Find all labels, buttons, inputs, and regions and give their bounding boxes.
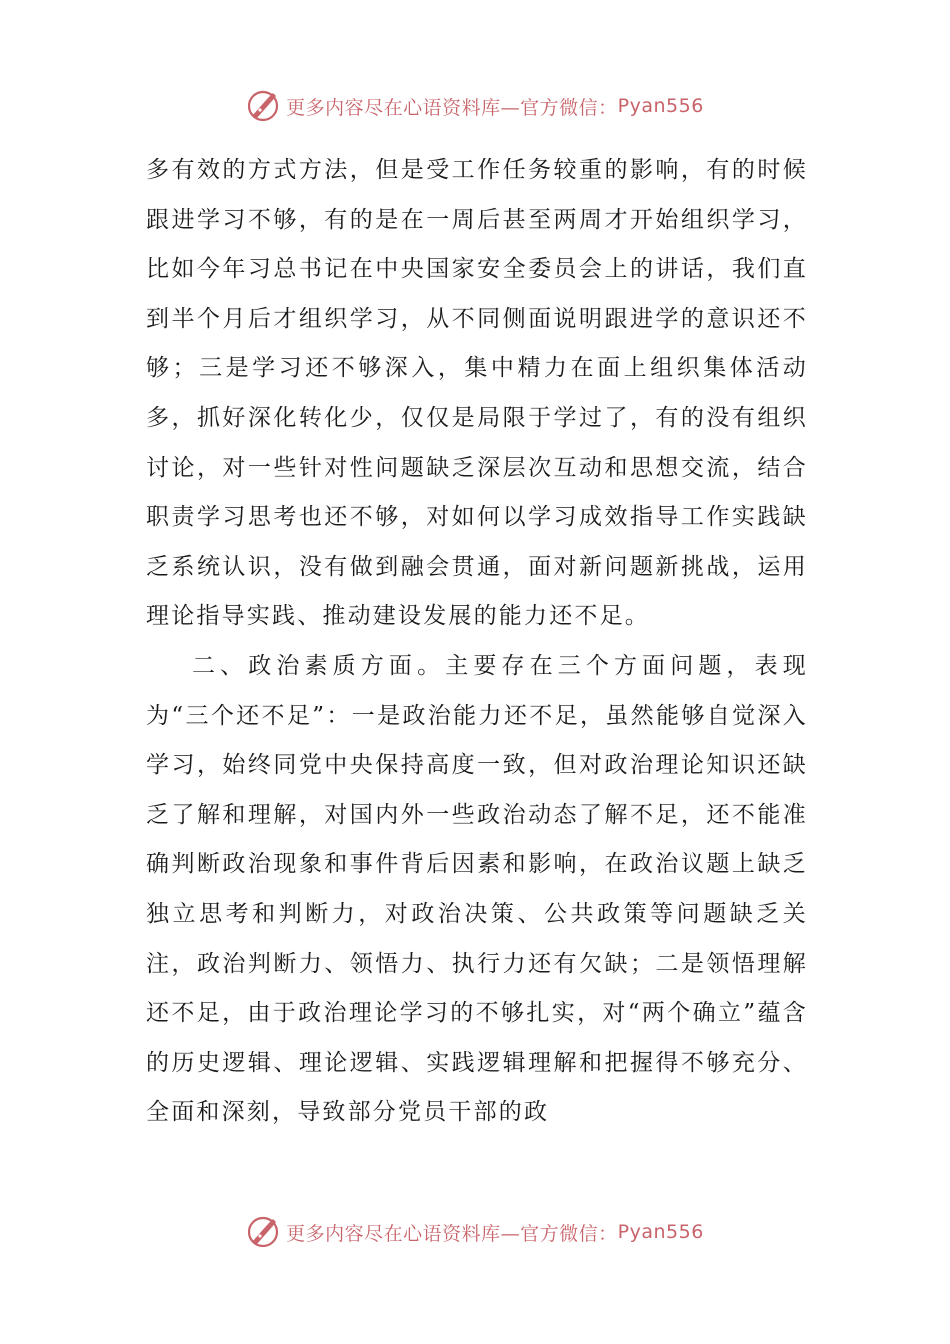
watermark-text: 更多内容尽在心语资料库—官方微信：: [286, 96, 618, 119]
paragraph-political-quality: 二、政治素质方面。主要存在三个方面问题，表现为“三个还不足”：一是政治能力还不足，虽然能够自觉深入学习，始终同党中央保持高度一致，但对政治理论知识还缺乏了解和理解，对国内外一些政治动态了解不足，还不能准确判断政治现象和事件背后因素和影响，在政治议题上缺乏独立思考和判断力，对政治决策、公共政策等问题缺乏关注，政治判断力、领悟力、执行力还有欠缺；二是领悟理解还不足，由于政治理论学习的不够扎实，对“两个确立”蕴含的历史逻辑、理论逻辑、实践逻辑理解和把握得不够充分、全面和深刻，导致部分党员干部的政: [146, 652, 808, 1126]
header-watermark: [0, 86, 950, 126]
pen-nib-seal-icon: [246, 89, 280, 123]
watermark-account: Pyan556: [617, 95, 704, 117]
paragraph-continued: 多有效的方式方法，但是受工作任务较重的影响，有的时候跟进学习不够，有的是在一周后甚至两周才开始组织学习，比如今年习总书记在中央国家安全委员会上的讲话，我们直到半个月后才组织学习，从不同侧面说明跟进学的意识还不够；三是学习还不够深入，集中精力在面上组织集体活动多，抓好深化转化少，仅仅是局限于学过了，有的没有组织讨论，对一些针对性问题缺乏深层次互动和思想交流，结合职责学习思考也还不够，对如何以学习成效指导工作实践缺乏系统认识，没有做到融会贯通，面对新问题新挑战，运用理论指导实践、推动建设发展的能力还不足。: [146, 157, 808, 630]
pen-nib-seal-icon: [246, 1215, 280, 1249]
watermark-text: 更多内容尽在心语资料库—官方微信：: [286, 1222, 618, 1245]
document-body: [146, 146, 808, 1138]
watermark-account: Pyan556: [617, 1221, 704, 1243]
footer-watermark: [0, 1212, 950, 1252]
